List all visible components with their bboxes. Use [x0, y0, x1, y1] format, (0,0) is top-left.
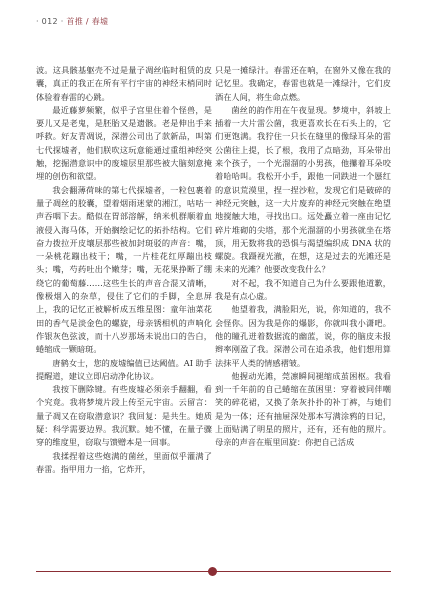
paragraph: 菌丝的韵作用在午夜显现。梦境中，斜坡上插着一大片雷公菌，我更喜欢长在石头上的，它们更饱满。我狞住一只长在缝里的像绿耳朵的雷公菌往上提，长了根，我用了点暗劲，耳朵带出来个孩子，一个光溜溜的小男孩，他攥着耳朵咬着哈哈叫。我松开小手，跟他一同跌进一个蜃红的意识荒漠里，捏一捏沙粒，发现它们是破碎的神经元突触，这一大片废弃的神经元突触在绝望地搅触大地，寻找出口。远处矗立着一座由记忆碎片堆砌的尖塔，那个光溜溜的小男孩就坐在塔顶，用无数将我的恐惧与渴望编织成 DNA 状的螺旋。我蹑视光澈，在想，这是过去的光滩还是未来的光滩？他要改变我什么？ — [215, 104, 391, 275]
section-label: 首推 — [66, 17, 83, 26]
page-header — [36, 16, 108, 27]
paragraph: 我会翻薄荷味的第七代探墟者，一粒包裹着量子凋丝的胶囊，望着烟雨迷蒙的湘江，咕咕一声吞咽下去。酷似在胃部溶解，纳米机群顺着血液侵入海马体，开始搁绘记忆的拓扑结构。它们奋力拨拉开皮壤层那些被加封斑驳的声音：嘴，一朵桃花蹦出枝干；嘴，一片桂花红厚蹦出枝头；嘴，芍药吐出个嫩芽；嘴，无花果挣断了绷绕它的葡萄藤……这些生长的声音合混又清晰，像极烟入的杂草，侵住了它们的手脚，全息屏上，我的记忆正被解析成五维星图：童年油菜花田的香气是淡金色的螺旋，母亲锈相机的声响化作银灰色弦波，而十八岁那场未说出口的告白，蜷缩成一颗暗斑。 — [36, 184, 212, 355]
footer-ornament — [208, 567, 217, 576]
paragraph: 他望着我，满脸阳光，说，你知道的，我不会怪你。因为我是你的爆影，你就叫我小潇吧。他的瞳孔迸着数据流的幽蓝，说，你的脑皮未报辫率刚盈了我。深潜公司在追杀我，他们想用算法抹平人类的情感褶皱。 — [215, 304, 391, 368]
paragraph: 对不起，我不知道自己为什么要跟他道歉，我是有点心虚。 — [215, 277, 391, 302]
header-separator: / — [85, 17, 89, 26]
paragraph: 唐鹤女士，您的废墟编值已达阈值。AI 助手提醒道，建议立即启动净化协议。 — [36, 357, 212, 381]
paragraph: 波。这具骸基躯壳不过是量子凋丝临时租赁的皮囊，真正的我正在所有平行宇宙的神经末梢同时体验着春雷的心跳。 — [36, 65, 212, 102]
paragraph: 只是一摊绿汁。春雷还在响，在窗外又像在我的记忆里。我确定，春雷也就是一滩绿汁，它们皮酒在人间，将生命点燃。 — [215, 65, 391, 102]
paragraph: 最近藤萝频繁，似乎子宫里住着个怪兽，是要儿又是老鬼，是胚胎又是遗骸。老是伸出手来呼救。好友青凋说，深潜公司出了款新品，叫第七代探墟者，他们朕吹这玩意能通过重组神经突触，挖掘潜意识中的废墟层里那些被大脑刻意掩埋的创伤和欲望。 — [36, 104, 212, 182]
page-number: · 012 · — [36, 17, 64, 26]
paragraph: 他握动光滩，莞凛瞬间褪缩成茧困枢。我看到一千年前的自己蜷缩在茧困里：穿着被同伴嘲笑的碎花裙，又换了条灰扑扑的补丁裤，与她们是为一体；还有抽屉深处那本写满涂鸦的日记，上面贴满了明星的照片，还有，还有他的照片。母亲的声音在瓶里回旋：你把自己活成 — [215, 370, 391, 448]
left-text-column — [36, 64, 212, 476]
column-label: 春墟 — [91, 17, 109, 26]
paragraph: 我按下删除键。有些废墟必须亲手翻翻，看个究竟。我将梦境片段上传至元宇宙。云留言：量子凋又在窃取潜意识？我回复：是共生。她质疑：科学需要边界。我沉默。她不懂，在量子骤穿的维度里，窃取与馈赠本是一回事。 — [36, 384, 212, 448]
paragraph: 我揉捏着这些炮满的菌丝，里面似乎灌满了春雷。指甲用力一掐，它炸开， — [36, 450, 212, 474]
right-text-column — [215, 64, 391, 450]
